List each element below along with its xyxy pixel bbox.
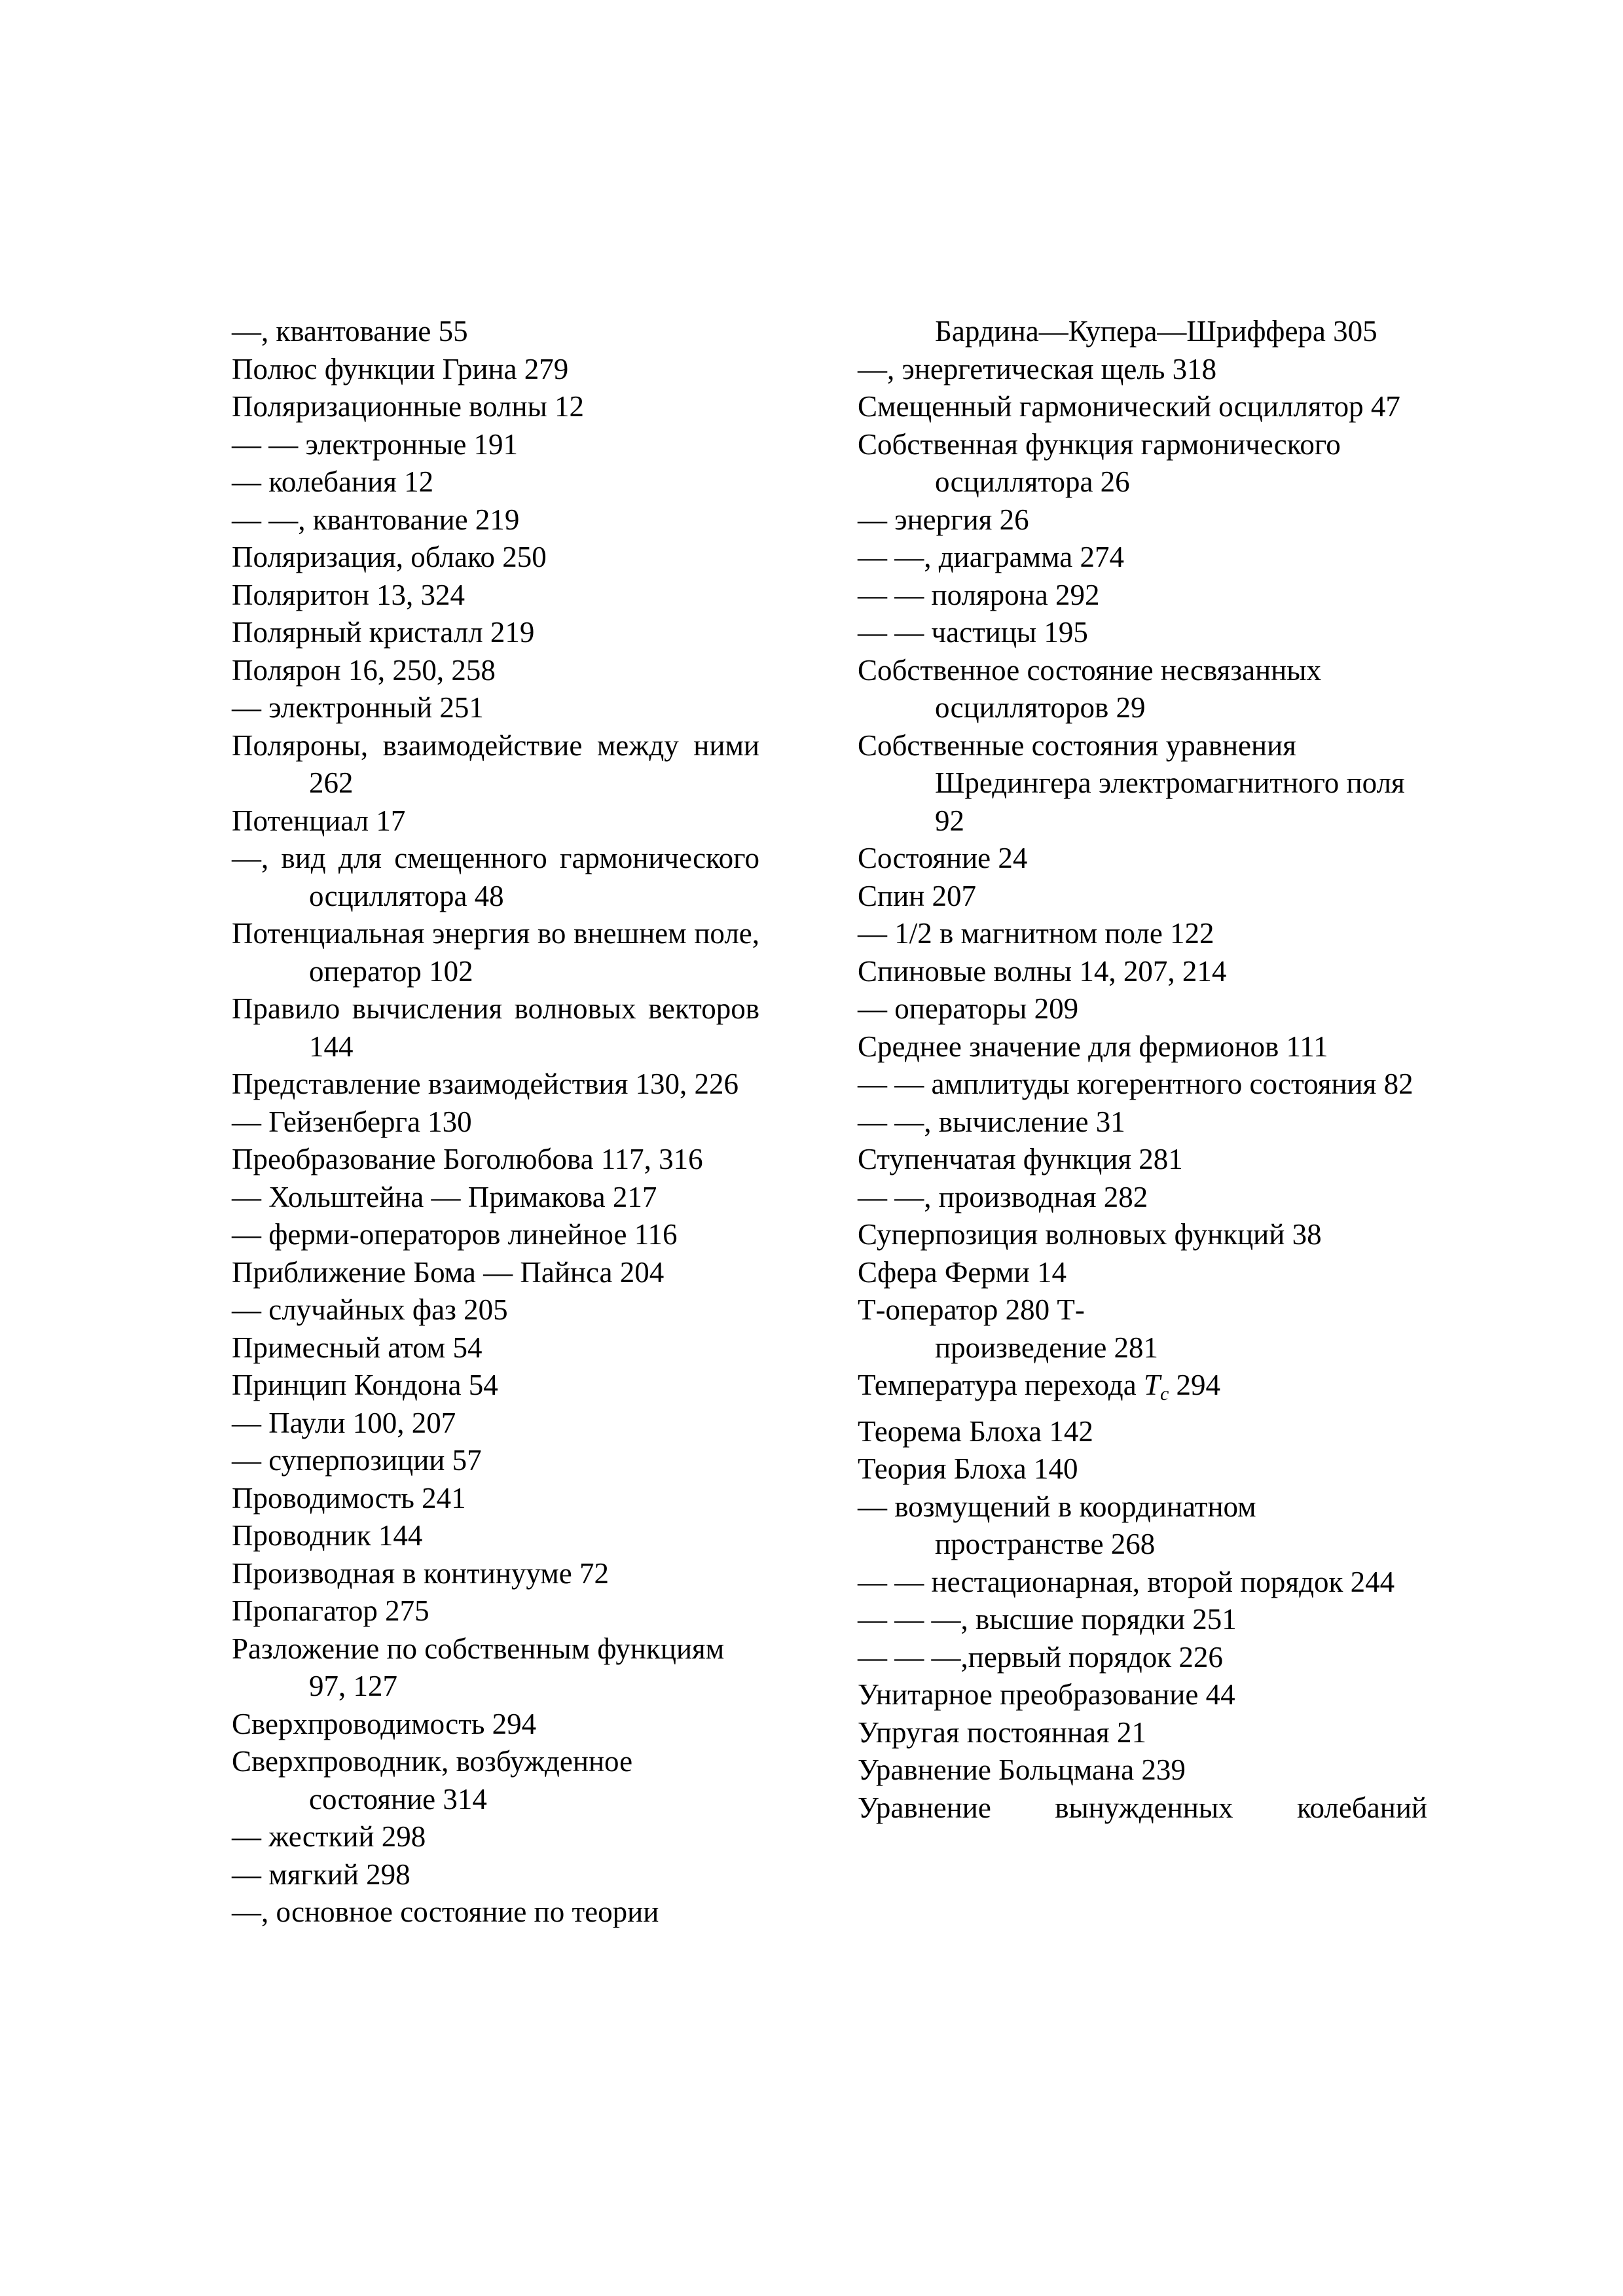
index-entry: — —, диаграмма 274: [858, 541, 1124, 573]
index-entry: Унитарное преобразование 44: [858, 1678, 1235, 1711]
index-entry: — —, производная 282: [858, 1180, 1148, 1213]
index-entry: Пропагатор 275: [232, 1594, 429, 1627]
index-entry: Полярный кристалл 219: [232, 616, 535, 649]
index-entry: Собственные состояния уравнения Шредингера электромагнитного поля 92: [858, 728, 1405, 837]
index-entry: — мягкий 298: [232, 1857, 410, 1891]
index-entry: Принцип Кондона 54: [232, 1369, 498, 1401]
index-entry: — — частицы 195: [858, 616, 1088, 649]
index-entry: — — —, высшие порядки 251: [858, 1603, 1237, 1636]
index-entry: Представление взаимодействия 130, 226: [232, 1067, 739, 1100]
index-entry: Теория Блоха 140: [858, 1452, 1078, 1485]
index-entry: Преобразование Боголюбова 117, 316: [232, 1143, 703, 1175]
index-entry: —, квантование 55: [232, 315, 468, 348]
symbol-subscript: c: [1159, 1383, 1169, 1405]
index-entry: Потенциальная энергия во внешнем поле, оператор 102: [232, 917, 759, 988]
index-entry: Состояние 24: [858, 842, 1028, 874]
index-entry: —, вид для смещенного гармонического осциллятора 48: [232, 842, 759, 912]
index-entry: Правило вычисления волновых векторов 144: [232, 992, 759, 1063]
index-entry: — — амплитуды когерентного состояния 82: [858, 1067, 1413, 1100]
index-entry: — энергия 26: [858, 503, 1029, 536]
entry-text: Температура перехода: [858, 1369, 1144, 1401]
index-column-left: [232, 313, 759, 1931]
index-entry: Спиновые волны 14, 207, 214: [858, 954, 1227, 988]
index-entry: Примесный атом 54: [232, 1331, 483, 1364]
index-entry: Среднее значение для фермионов 111: [858, 1030, 1328, 1063]
index-entry: — Паули 100, 207: [232, 1406, 456, 1439]
index-entry: — суперпозиции 57: [232, 1444, 482, 1477]
index-entry: —, основное состояние по теории: [232, 1895, 659, 1928]
index-entry: Уравнение вынужденных колебаний: [858, 1791, 1427, 1824]
index-entry: — 1/2 в магнитном поле 122: [858, 917, 1214, 950]
index-entry: Теорема Блоха 142: [858, 1414, 1093, 1448]
symbol-T: T: [1143, 1369, 1160, 1401]
index-entry: Собственное состояние несвязанных осцилляторов 29: [858, 653, 1321, 724]
index-entry: Производная в континууме 72: [232, 1556, 609, 1590]
index-entry: Проводимость 241: [232, 1481, 466, 1515]
index-entry: Полюс функции Грина 279: [232, 352, 569, 386]
index-entry: Проводник 144: [232, 1519, 423, 1552]
index-entry: Сверхпроводимость 294: [232, 1707, 537, 1740]
index-entry: — Гейзенберга 130: [232, 1105, 472, 1138]
index-entry: Упругая постоянная 21: [858, 1715, 1146, 1749]
index-entry: Бардина—Купера—Шриффера 305: [935, 315, 1377, 348]
index-entry: Поляроны, взаимодействие между ними 262: [232, 728, 759, 799]
index-entry: — — —,первый порядок 226: [858, 1640, 1223, 1674]
index-entry: Поляритон 13, 324: [232, 578, 465, 611]
index-entry: — Хольштейна — Примакова 217: [232, 1180, 657, 1213]
index-entry: Полярон 16, 250, 258: [232, 653, 496, 687]
index-entry: — колебания 12: [232, 465, 434, 498]
index-entry: — случайных фаз 205: [232, 1293, 508, 1326]
index-entry: — — нестационарная, второй порядок 244: [858, 1565, 1395, 1598]
index-entry: — — электронные 191: [232, 427, 519, 461]
index-entry: — —, вычисление 31: [858, 1105, 1125, 1138]
index-entry: Разложение по собственным функциям 97, 127: [232, 1632, 725, 1702]
index-entry: Сфера Ферми 14: [858, 1255, 1067, 1289]
index-entry: — жесткий 298: [232, 1820, 426, 1853]
index-entry: — возмущений в координатном пространстве 268: [858, 1490, 1256, 1560]
index-entry: — — полярона 292: [858, 578, 1100, 611]
index-entry: Спин 207: [858, 879, 977, 912]
index-column-right: [858, 313, 1427, 1827]
index-entry: Смещенный гармонический осциллятор 47: [858, 390, 1400, 423]
index-entry: Суперпозиция волновых функций 38: [858, 1218, 1322, 1251]
index-entry: Поляризация, облако 250: [232, 541, 547, 573]
index-entry: Поляризационные волны 12: [232, 390, 585, 423]
index-entry: Уравнение Больцмана 239: [858, 1753, 1186, 1786]
index-entry: — ферми-операторов линейное 116: [232, 1218, 678, 1251]
index-entry: —, энергетическая щель 318: [858, 352, 1217, 386]
index-entry: Т-оператор 280 Т-произведение 281: [858, 1293, 1159, 1364]
index-entry: Сверхпроводник, возбужденное состояние 314: [232, 1745, 633, 1816]
index-entry: — электронный 251: [232, 691, 484, 724]
index-entry-temperature: [858, 1367, 1427, 1413]
index-entry: Потенциал 17: [232, 804, 406, 837]
index-entry: Приближение Бома — Пайнса 204: [232, 1255, 665, 1289]
index-entry: Ступенчатая функция 281: [858, 1143, 1183, 1175]
index-entry: — операторы 209: [858, 992, 1079, 1025]
index-entry: — —, квантование 219: [232, 503, 520, 536]
index-entry: Собственная функция гармонического осциллятора 26: [858, 427, 1341, 498]
entry-page: 294: [1169, 1369, 1221, 1401]
